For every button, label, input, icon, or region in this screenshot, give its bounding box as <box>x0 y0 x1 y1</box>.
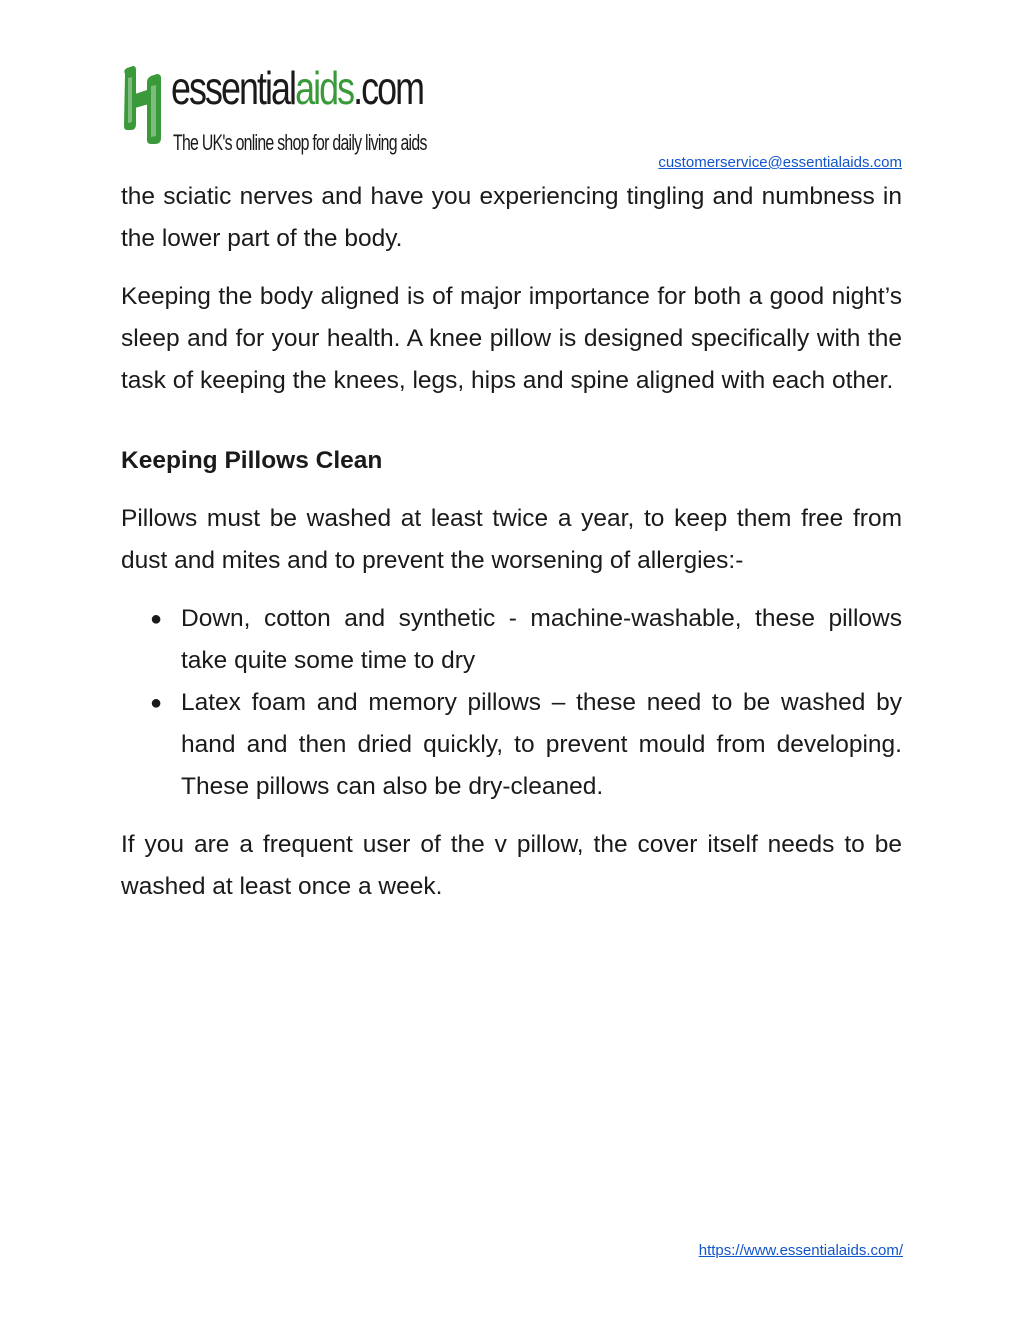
logo-tagline: The UK's online shop for daily living aids <box>173 130 427 155</box>
footer-url-link[interactable]: https://www.essentialaids.com/ <box>698 1242 903 1259</box>
bullet-icon: ● <box>150 692 163 714</box>
list-item-text: Down, cotton and synthetic - machine-washable, these pillows take quite some time to dry <box>181 605 902 674</box>
bullet-icon: ● <box>150 608 163 630</box>
list-item <box>150 682 902 808</box>
list-item-text: Latex foam and memory pillows – these need to be washed by hand and then dried quickly, to prevent mould from developing. These pillows can also be dry-cleaned. <box>181 689 902 800</box>
header-email-link[interactable]: customerservice@essentialaids.com <box>658 154 902 171</box>
list-item <box>150 598 902 682</box>
section-heading: Keeping Pillows Clean <box>121 447 383 474</box>
paragraph-cover: If you are a frequent user of the v pillow, the cover itself needs to be washed at least once a week. <box>121 831 902 900</box>
logo-badge-icon <box>121 64 163 146</box>
logo-wordmark: essentialaids.com <box>171 62 424 114</box>
paragraph-sciatic: the sciatic nerves and have you experiencing tingling and numbness in the lower part of the body. <box>121 183 902 252</box>
paragraph-alignment: Keeping the body aligned is of major importance for both a good night’s sleep and for your health. A knee pillow is designed specifically with the task of keeping the knees, legs, hips and spine aligned with each other. <box>121 283 902 394</box>
bullet-list <box>121 598 902 808</box>
site-logo <box>121 60 427 170</box>
document-body <box>121 176 902 908</box>
paragraph-washing: Pillows must be washed at least twice a year, to keep them free from dust and mites and to prevent the worsening of allergies:- <box>121 505 902 574</box>
